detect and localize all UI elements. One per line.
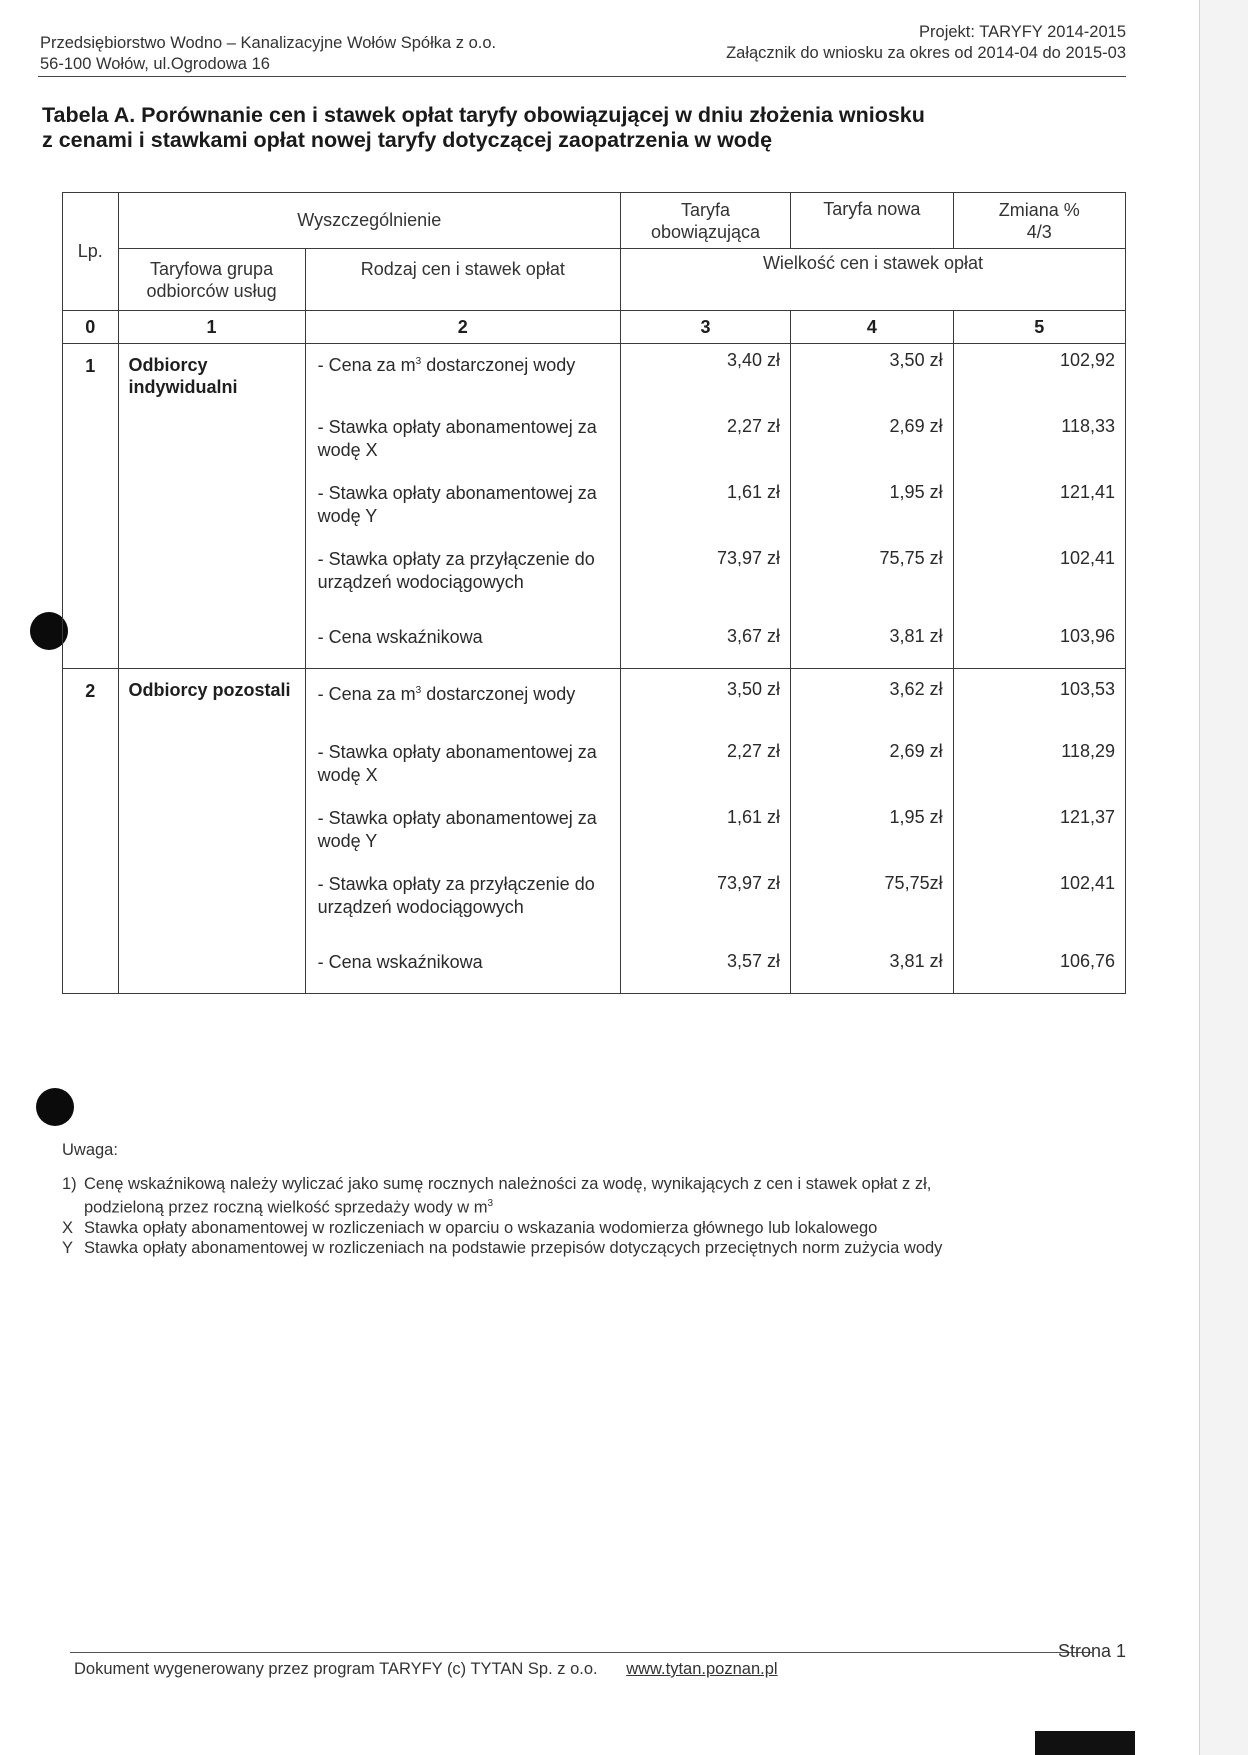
footer-link[interactable]: www.tytan.poznan.pl [626, 1660, 778, 1678]
page-edge [1199, 0, 1248, 1755]
notes [62, 1140, 942, 1258]
kind-cell [305, 344, 620, 669]
footer [74, 1660, 778, 1679]
value-cell: 3,67 zł [727, 626, 781, 646]
value-cell: 102,92 [1059, 350, 1115, 370]
list-item: - Cena wskaźnikowa [317, 627, 483, 647]
list-item: - Stawka opłaty abonamentowej za wodę Y [317, 483, 597, 526]
project-name: Projekt: TARYFY 2014-2015 [919, 23, 1126, 41]
value-cell: 118,29 [1061, 741, 1115, 761]
punch-hole [36, 1088, 74, 1126]
table-title [42, 103, 925, 153]
value-cell: 3,81 zł [889, 951, 943, 971]
value-cell: 3,57 zł [727, 951, 781, 971]
notes-heading: Uwaga: [62, 1141, 118, 1159]
note-y [62, 1238, 942, 1258]
lp-header: Lp. [63, 193, 119, 311]
note-x [62, 1218, 942, 1238]
current-tariff-header: Taryfa obowiązująca [620, 193, 790, 249]
value-cell: 2,69 zł [889, 416, 943, 436]
value-cell: 1,61 zł [727, 482, 781, 502]
list-item: - Stawka opłaty za przyłączenie do urządzeń wodociągowych [317, 874, 595, 917]
table-row [63, 669, 1126, 994]
footer-text: Dokument wygenerowany przez program TARYFY (c) TYTAN Sp. z o.o. [74, 1660, 598, 1678]
kind-header: Rodzaj cen i stawek opłat [305, 249, 620, 311]
value-cell: 3,50 zł [889, 350, 943, 370]
col-number: 3 [620, 311, 790, 344]
list-item: - Cena za $m^3$ dostarczonej wody [317, 684, 576, 704]
value-cell: 102,41 [1059, 548, 1115, 568]
current-values [620, 344, 790, 669]
col-number: 1 [118, 311, 305, 344]
value-cell: 3,62 zł [889, 679, 943, 699]
title-line-2: z cenami i stawkami opłat nowej taryfy dotyczącej zaopatrzenia w wodę [42, 128, 773, 152]
list-item: - Cena wskaźnikowa [317, 952, 483, 972]
page-number: Strona 1 [1057, 1641, 1126, 1661]
list-item: - Stawka opłaty abonamentowej za wodę X [317, 742, 597, 785]
note-marker: X [62, 1218, 74, 1237]
value-cell: 118,33 [1061, 416, 1115, 436]
note-marker: 1) [62, 1175, 77, 1193]
change-values [953, 669, 1125, 994]
value-cell: 3,40 zł [727, 350, 781, 370]
change-formula: 4/3 [1026, 221, 1052, 242]
change-label: Zmiana % [998, 199, 1080, 220]
company-header [40, 33, 496, 75]
value-cell: 1,61 zł [727, 807, 781, 827]
note-text: Cenę wskaźnikową należy wyliczać jako sumę rocznych należności za wodę, wynikających z cen i stawek opłat z zł, [84, 1175, 932, 1193]
value-cell: 1,95 zł [889, 482, 943, 502]
value-cell: 103,53 [1059, 679, 1115, 699]
value-cell: 3,50 zł [727, 679, 781, 699]
note-text: podzieloną przez roczną wielkość sprzedaży wody w $m^3$ [84, 1198, 494, 1217]
new-values [791, 344, 954, 669]
col-number: 5 [953, 311, 1125, 344]
note-marker: Y [62, 1238, 74, 1257]
list-item: - Stawka opłaty abonamentowej za wodę Y [317, 808, 597, 851]
note-1 [62, 1174, 942, 1218]
note-text: Stawka opłaty abonamentowej w rozliczeniach w oparciu o wskazania wodomierza głównego lub lokalowego [84, 1218, 878, 1237]
value-cell: 1,95 zł [889, 807, 943, 827]
value-cell: 73,97 zł [717, 548, 781, 568]
list-item: - Stawka opłaty za przyłączenie do urządzeń wodociągowych [317, 549, 595, 592]
magnitude-header: Wielkość cen i stawek opłat [620, 249, 1125, 311]
group-name: Odbiorcy pozostali [118, 669, 305, 994]
value-cell: 103,96 [1059, 626, 1115, 646]
col-number: 4 [791, 311, 954, 344]
value-cell: 2,27 zł [727, 741, 781, 761]
value-cell: 2,27 zł [727, 416, 781, 436]
note-text: Stawka opłaty abonamentowej w rozliczeniach na podstawie przepisów dotyczących przeciętnych norm zużycia wody [84, 1238, 943, 1257]
group-header: Taryfowa grupa odbiorców usług [118, 249, 305, 311]
scan-artifact [1035, 1731, 1135, 1755]
attachment-period: Załącznik do wniosku za okres od 2014-04 do 2015-03 [726, 44, 1126, 62]
value-cell: 75,75zł [884, 873, 943, 893]
kind-cell [305, 669, 620, 994]
lp-cell: 2 [63, 669, 119, 994]
title-line-1: Tabela A. Porównanie cen i stawek opłat taryfy obowiązującej w dniu złożenia wniosku [42, 103, 925, 127]
value-cell: 106,76 [1059, 951, 1115, 971]
list-item: - Cena za $m^3$ dostarczonej wody [317, 355, 576, 375]
footer-divider [70, 1652, 1092, 1653]
company-name: Przedsiębiorstwo Wodno – Kanalizacyjne Wołów Spółka z o.o. [40, 34, 497, 52]
header-divider [38, 76, 1126, 77]
col-number: 2 [305, 311, 620, 344]
group-name: Odbiorcy indywidualni [118, 344, 305, 669]
tariff-comparison-table [62, 192, 1126, 994]
company-address: 56-100 Wołów, ul.Ogrodowa 16 [40, 55, 270, 73]
current-values [620, 669, 790, 994]
value-cell: 3,81 zł [889, 626, 943, 646]
lp-cell: 1 [63, 344, 119, 669]
value-cell: 121,37 [1059, 807, 1115, 827]
col-number: 0 [63, 311, 119, 344]
list-item: - Stawka opłaty abonamentowej za wodę X [317, 417, 597, 460]
new-tariff-header: Taryfa nowa [791, 193, 954, 249]
value-cell: 102,41 [1059, 873, 1115, 893]
project-header [726, 22, 1126, 64]
value-cell: 121,41 [1059, 482, 1115, 502]
spec-header: Wyszczególnienie [118, 193, 620, 249]
value-cell: 2,69 zł [889, 741, 943, 761]
value-cell: 73,97 zł [717, 873, 781, 893]
value-cell: 75,75 zł [879, 548, 943, 568]
table-row [63, 344, 1126, 669]
change-header [953, 193, 1125, 249]
change-values [953, 344, 1125, 669]
new-values [791, 669, 954, 994]
